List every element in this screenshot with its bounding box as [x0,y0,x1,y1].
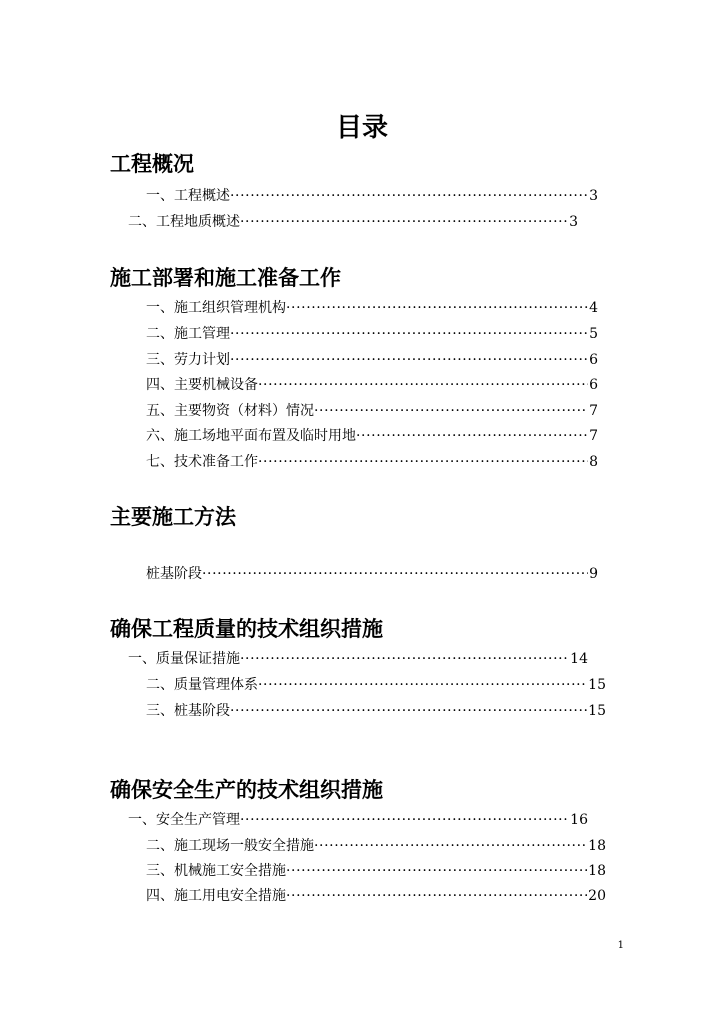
dot-leader [240,212,568,232]
toc-entry[interactable] [146,564,598,584]
section-heading-quality-measures: 确保工程质量的技术组织措施 [110,617,383,641]
toc-entry[interactable] [146,452,598,472]
toc-entry[interactable] [146,426,598,446]
dot-leader [258,452,588,472]
toc-entry[interactable] [146,861,606,881]
dot-leader [258,375,588,395]
toc-entry[interactable] [128,649,588,669]
toc-entry-label: 二、质量管理体系 [146,677,258,693]
toc-entry-page: 15 [588,677,606,693]
toc-entry-label: 一、工程概述 [146,188,230,204]
toc-entry-label: 四、主要机械设备 [146,377,258,393]
toc-entry-label: 二、工程地质概述 [128,214,240,230]
toc-entry-page: 18 [588,863,606,879]
toc-entry-label: 三、劳力计划 [146,352,230,368]
toc-entry-page: 14 [570,651,588,667]
toc-entry-page: 4 [589,300,598,316]
toc-entry[interactable] [146,298,598,318]
toc-entry-page: 16 [570,812,588,828]
toc-entry-page: 3 [569,214,578,230]
dot-leader [314,401,588,421]
toc-entry-page: 20 [588,888,606,904]
toc-title: 目录 [335,113,388,143]
dot-leader [202,564,588,584]
toc-entry[interactable] [146,836,606,856]
toc-entry-page: 7 [589,428,598,444]
section-heading-construction-methods: 主要施工方法 [110,505,236,529]
toc-entry-label: 三、桩基阶段 [146,703,230,719]
toc-entry-label: 五、主要物资（材料）情况 [146,403,314,419]
toc-entry[interactable] [128,212,578,232]
toc-entry[interactable] [146,324,598,344]
dot-leader [286,298,588,318]
toc-entry[interactable] [146,350,598,370]
toc-entry[interactable] [146,886,606,906]
dot-leader [314,836,587,856]
dot-leader [230,186,588,206]
section-heading-deployment: 施工部署和施工准备工作 [110,266,341,290]
toc-entry-page: 18 [588,838,606,854]
toc-entry[interactable] [146,375,598,395]
toc-entry-page: 6 [589,352,598,368]
toc-entry-page: 8 [589,454,598,470]
toc-entry[interactable] [146,401,598,421]
toc-entry-label: 七、技术准备工作 [146,454,258,470]
toc-entry-label: 三、机械施工安全措施 [146,863,286,879]
dot-leader [258,675,587,695]
toc-entry-page: 6 [589,377,598,393]
toc-entry-label: 四、施工用电安全措施 [146,888,286,904]
toc-entry-page: 9 [589,566,598,582]
dot-leader [356,426,588,446]
toc-entry-page: 5 [589,326,598,342]
toc-entry-label: 一、施工组织管理机构 [146,300,286,316]
toc-entry-label: 一、安全生产管理 [128,812,240,828]
dot-leader [230,701,587,721]
toc-entry[interactable] [146,675,606,695]
toc-entry-label: 一、质量保证措施 [128,651,240,667]
dot-leader [240,810,569,830]
dot-leader [240,649,569,669]
section-heading-safety-measures: 确保安全生产的技术组织措施 [110,778,383,802]
page-number: 1 [617,940,624,951]
toc-entry-page: 15 [588,703,606,719]
toc-entry-label: 二、施工管理 [146,326,230,342]
toc-entry[interactable] [146,701,606,721]
toc-entry[interactable] [128,810,588,830]
toc-entry[interactable] [146,186,598,206]
dot-leader [286,886,587,906]
toc-entry-label: 桩基阶段 [146,566,202,582]
section-heading-project-overview: 工程概况 [110,152,194,176]
toc-entry-label: 二、施工现场一般安全措施 [146,838,314,854]
toc-entry-label: 六、施工场地平面布置及临时用地 [146,428,356,444]
dot-leader [230,350,588,370]
toc-entry-page: 3 [589,188,598,204]
dot-leader [230,324,588,344]
dot-leader [286,861,587,881]
toc-entry-page: 7 [589,403,598,419]
